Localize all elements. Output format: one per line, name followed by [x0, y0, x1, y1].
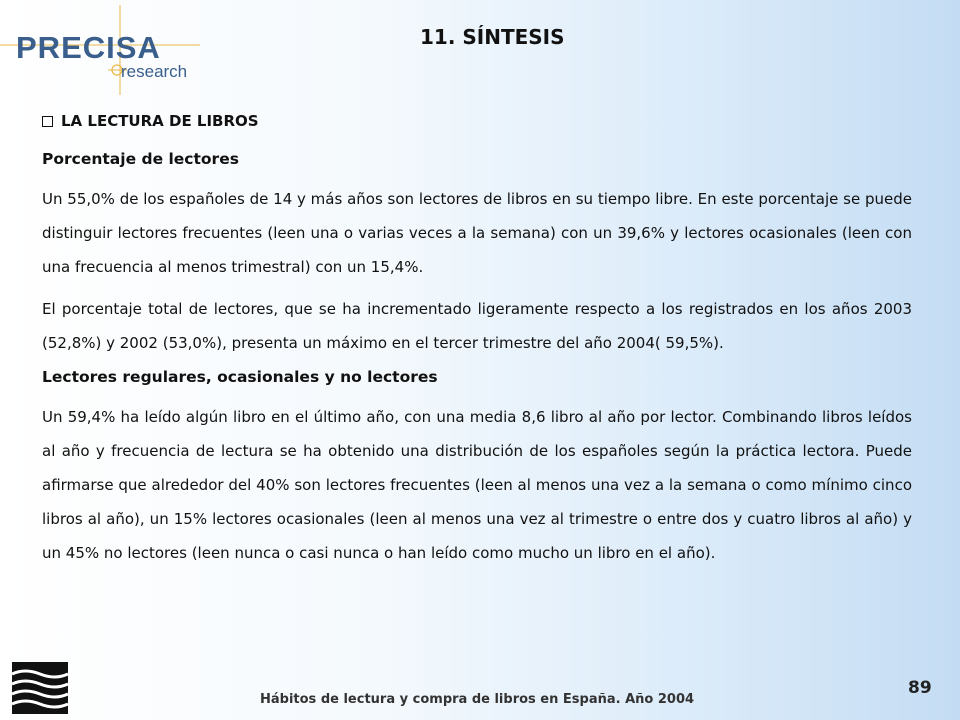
logo-subtitle: research	[121, 62, 188, 81]
paragraph-readers-share: Un 55,0% de los españoles de 14 y más años son lectores de libros en su tiempo libre. En este porcentaje se puede distinguir lectores frecuentes (leen una o varias veces a la semana) con un 39,6% y lectores ocasionales (leen con una frecuencia al menos trimestral) con un 15,4%.	[42, 190, 912, 276]
section-heading	[42, 112, 912, 130]
checkbox-bullet-icon	[42, 116, 53, 127]
main-content	[42, 112, 912, 578]
paragraph-reader-distribution: Un 59,4% ha leído algún libro en el último año, con una media 8,6 libro al año por lector. Combinando libros leídos al año y frecuencia de lectura se ha obtenido una distribución de los españoles según la práctica lectora. Puede afirmarse que alrededor del 40% son lectores frecuentes (leen al menos una vez a la semana o como mínimo cinco libros al año), un 15% lectores ocasionales (leen al menos una vez al trimestre o entre dos y cuatro libros al año) y un 45% no lectores (leen nunca o casi nunca o han leído como mucho un libro en el año).	[42, 408, 912, 562]
footer-caption: Hábitos de lectura y compra de libros en España. Año 2004	[260, 692, 695, 707]
precisa-logo	[0, 0, 200, 95]
section-title: LA LECTURA DE LIBROS	[61, 112, 259, 130]
subheading-readers-percentage: Porcentaje de lectores	[42, 150, 239, 168]
page-number: 89	[908, 678, 932, 698]
paragraph-readers-trend: El porcentaje total de lectores, que se ha incrementado ligeramente respecto a los registrados en los años 2003 (52,8%) y 2002 (53,0%), presenta un máximo en el tercer trimestre del año 2004( 59,5%).	[42, 300, 912, 352]
subheading-reader-types: Lectores regulares, ocasionales y no lectores	[42, 368, 438, 386]
book-logo-icon	[10, 660, 72, 716]
page-title: 11. SÍNTESIS	[420, 25, 565, 49]
logo-name: PRECISA	[16, 30, 161, 65]
